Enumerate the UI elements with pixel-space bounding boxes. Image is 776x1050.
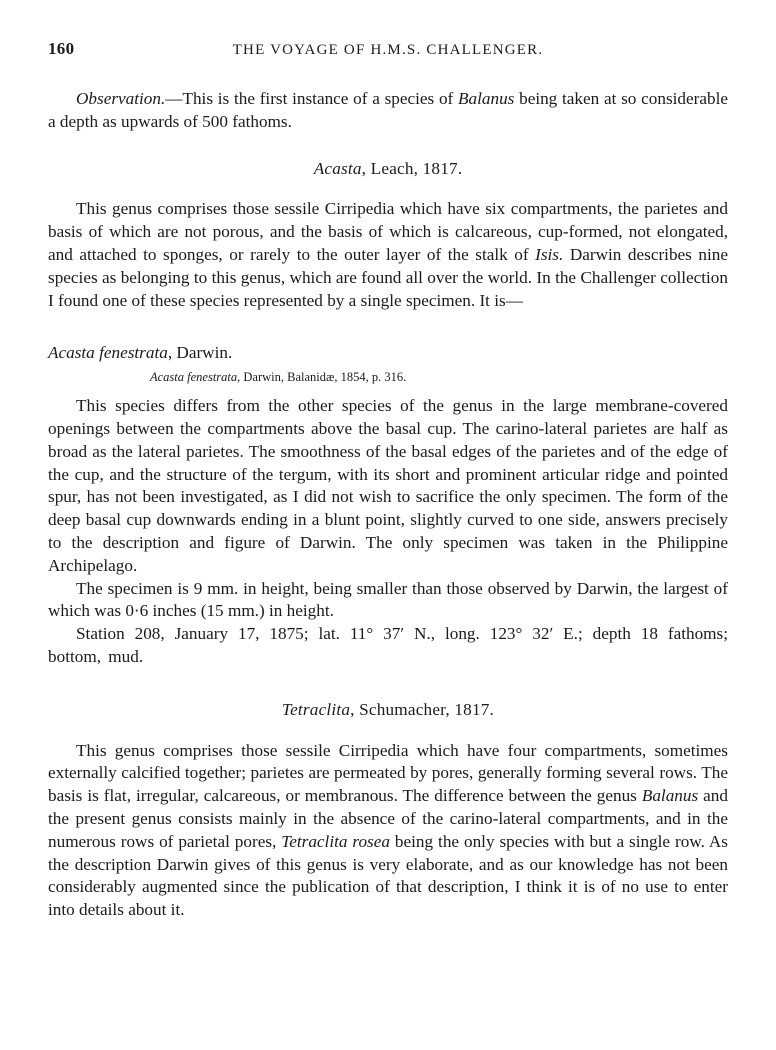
page: [48, 38, 728, 922]
genus-balanus-2: Balanus: [641, 786, 699, 806]
genus-balanus: Balanus: [458, 89, 515, 108]
observation-label: Observation.: [76, 89, 166, 108]
acasta-paragraph: [48, 198, 728, 312]
tetraclita-genus-name: Tetraclita: [281, 699, 351, 719]
acasta-fenestrata-description: This species differs from the other species of the genus in the large membrane-covered openings between the compartments above the basal cup. The carino-lateral parietes are half as broad as the lateral parietes. The smoothness of the basal edges of the parietes and of the edge of the cup, and the structure of the tergum, with its short and prominent articular ridge and pointed spur, has not been investigated, as I did not wish to sacrifice the only specimen. The form of the deep basal cup downwards ending in a blunt point, slightly curved to one side, answers precisely to the description and figure of Darwin. The only specimen was taken in the Philippine Archipelago.: [48, 396, 728, 575]
tetraclita-text-3: being the only species with but a single row. As the description Darwin gives of this genus is very elaborate, and as our knowledge has not been considerably augmented since the publication of that description, I think it is of no use to enter into details about it.: [48, 831, 728, 920]
acasta-fenestrata-synonymy: [150, 369, 728, 385]
observation-text-1: —This is the first instance of a species of: [165, 89, 459, 108]
acasta-fenestrata-name: Acasta fenestrata: [48, 343, 168, 363]
tetraclita-text-2: and the present genus consists mainly in the absence of the carino-lateral compartments, and in the numerous rows of parietal pores,: [48, 786, 728, 851]
acasta-text-1: This genus comprises those sessile Cirripedia which have six compartments, the parietes and basis of which are not porous, and the basis of which is calcareous, cup-formed, not elongated, and attached to sponges, or rarely to the outer layer of the stalk of: [48, 199, 728, 264]
acasta-text-2: Darwin describes nine species as belonging to this genus, which are found all over the world. In the Challenger collection I found one of these species represented by a single specimen. It is—: [48, 244, 728, 310]
observation-paragraph: [48, 88, 728, 134]
acasta-author: , Leach, 1817.: [361, 158, 463, 178]
tetraclita-author: , Schumacher, 1817.: [350, 699, 495, 719]
tetraclita-rosea-name: Tetraclita rosea: [281, 831, 390, 851]
isis-name: Isis.: [535, 244, 564, 264]
running-title: THE VOYAGE OF H.M.S. CHALLENGER.: [232, 42, 544, 58]
tetraclita-text-1: This genus comprises those sessile Cirripedia which have four compartments, sometimes externally calcified together; parietes are permeated by pores, generally forming several rows. The basis is flat, irregular, calcareous, or membranous. The difference between the genus: [48, 740, 728, 806]
observation-text-2: being taken at so considerable a depth as upwards of 500 fathoms.: [48, 89, 728, 131]
acasta-fenestrata-heading: [48, 342, 728, 365]
synonymy-species: Acasta fenestrata: [150, 370, 238, 385]
tetraclita-paragraph: [48, 740, 728, 922]
acasta-fenestrata-author: , Darwin.: [167, 343, 233, 363]
tetraclita-heading: [48, 699, 728, 722]
acasta-fenestrata-station: Station 208, January 17, 1875; lat. 11° 37′ N., long. 123° 32′ E.; depth 18 fathoms; bottom, mud.: [48, 624, 728, 666]
page-header: [48, 38, 728, 62]
acasta-genus-name: Acasta: [313, 158, 362, 178]
acasta-fenestrata-size: The specimen is 9 mm. in height, being smaller than those observed by Darwin, the largest of which was 0·6 inches (15 mm.) in height.: [48, 578, 728, 621]
synonymy-reference: , Darwin, Balanidæ, 1854, p. 316.: [237, 370, 407, 385]
page-number: 160: [48, 39, 75, 58]
acasta-heading: [48, 158, 728, 181]
